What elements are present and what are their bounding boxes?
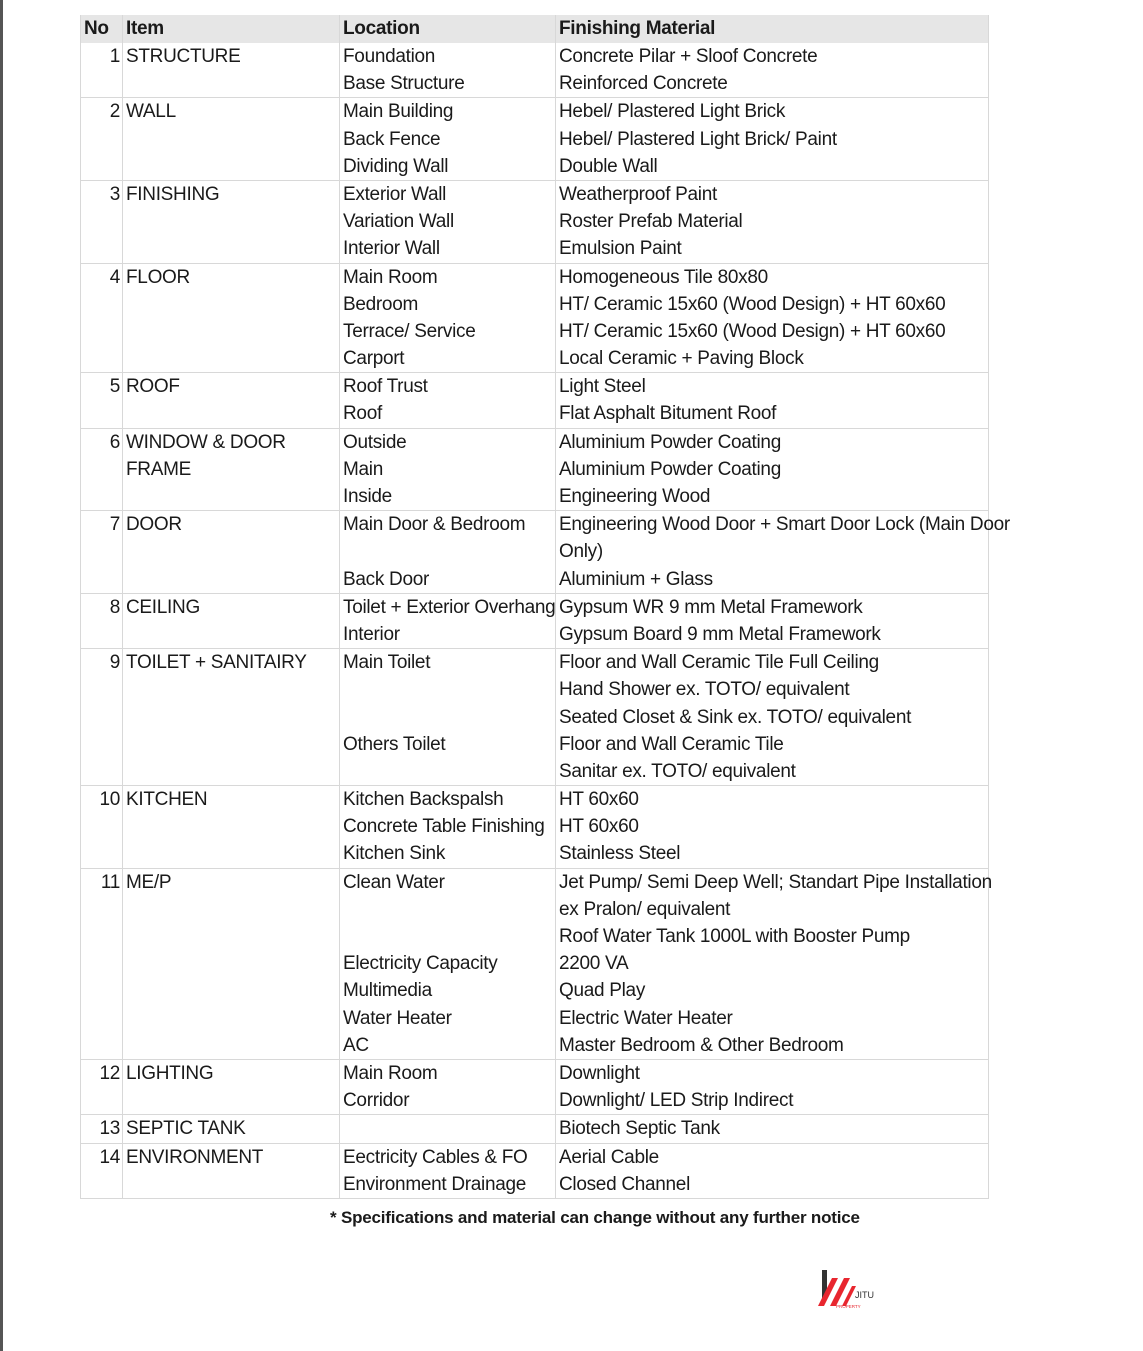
row-number-line — [84, 400, 120, 427]
row-number-line: 11 — [100, 871, 120, 893]
item-cell-line — [126, 400, 336, 427]
item-cell — [123, 593, 340, 648]
item-cell — [123, 428, 340, 511]
row-number-line — [84, 456, 120, 483]
item-cell-line — [126, 345, 336, 372]
item-cell-line — [126, 566, 336, 593]
location-cell-line: Back Door — [343, 568, 430, 590]
material-cell-line: Double Wall — [559, 155, 658, 177]
item-cell-line: WINDOW & DOOR — [126, 431, 286, 453]
material-cell-line: Engineering Wood Door + Smart Door Lock (Main Door — [559, 514, 1010, 536]
row-number-line — [84, 896, 120, 923]
table-row — [81, 786, 989, 869]
item-cell-line — [126, 621, 336, 648]
column-header-no: No — [81, 15, 123, 43]
table-row — [81, 868, 989, 1059]
material-cell-line: Aluminium Powder Coating — [559, 458, 781, 480]
page-left-edge — [0, 0, 3, 1351]
location-cell-line: Electricity Capacity — [343, 953, 498, 975]
location-cell-line — [343, 896, 552, 923]
item-cell-line: FRAME — [126, 458, 192, 480]
company-logo — [818, 1268, 878, 1310]
row-number-line — [84, 153, 120, 180]
item-cell-line — [126, 483, 336, 510]
item-cell-line — [126, 291, 336, 318]
row-number — [81, 1059, 123, 1114]
material-cell-line: 2200 VA — [559, 953, 629, 975]
location-cell — [340, 263, 556, 373]
item-cell-line — [126, 923, 336, 950]
specification-table — [80, 15, 1010, 1199]
location-cell-line: Outside — [343, 431, 407, 453]
material-cell-line: Jet Pump/ Semi Deep Well; Standart Pipe Installation — [559, 871, 992, 893]
material-cell — [556, 868, 992, 1059]
material-cell-line: Local Ceramic + Paving Block — [559, 348, 804, 370]
item-cell-line — [126, 813, 336, 840]
material-cell-line: Concrete Pilar + Sloof Concrete — [559, 46, 818, 67]
row-number — [81, 868, 123, 1059]
material-cell-line: Closed Channel — [559, 1173, 690, 1195]
location-cell-line: Back Fence — [343, 128, 441, 150]
material-cell-line: Stainless Steel — [559, 843, 681, 865]
material-cell-line: Flat Asphalt Bitument Roof — [559, 403, 777, 425]
item-cell-line: ENVIRONMENT — [126, 1146, 264, 1168]
table-row — [81, 1059, 989, 1114]
row-number-line — [84, 1087, 120, 1114]
item-cell — [123, 43, 340, 98]
material-cell-line: Seated Closet & Sink ex. TOTO/ equivalent — [559, 706, 912, 728]
material-cell-line: Roster Prefab Material — [559, 211, 743, 233]
location-cell-line: Concrete Table Finishing — [343, 816, 545, 838]
item-cell-line — [126, 318, 336, 345]
item-cell-line: KITCHEN — [126, 789, 208, 811]
material-cell-line: Gypsum Board 9 mm Metal Framework — [559, 623, 881, 645]
item-cell-line: FINISHING — [126, 183, 220, 205]
location-cell-line: Kitchen Sink — [343, 843, 446, 865]
material-cell-line: Reinforced Concrete — [559, 73, 728, 95]
row-number-line: 2 — [109, 101, 120, 123]
item-cell-line — [126, 977, 336, 1004]
location-cell-line: AC — [343, 1034, 369, 1056]
row-number-line: 3 — [109, 183, 120, 205]
row-number-line — [84, 1171, 120, 1198]
row-number — [81, 511, 123, 594]
location-cell-line: Main Room — [343, 1062, 438, 1084]
item-cell-line — [126, 153, 336, 180]
item-cell — [123, 1115, 340, 1143]
row-number-line — [84, 923, 120, 950]
row-number — [81, 373, 123, 428]
item-cell-line: STRUCTURE — [126, 46, 241, 67]
location-cell-line: Foundation — [343, 46, 436, 67]
material-cell-line: Hebel/ Plastered Light Brick/ Paint — [559, 128, 837, 150]
location-cell-line: Roof Trust — [343, 376, 428, 398]
material-cell-line: Downlight/ LED Strip Indirect — [559, 1090, 794, 1112]
row-number-line: 1 — [109, 46, 120, 67]
material-cell — [556, 43, 989, 98]
item-cell-line — [126, 950, 336, 977]
location-cell-line: Water Heater — [343, 1007, 452, 1029]
location-cell — [340, 428, 556, 511]
item-cell-line — [126, 704, 336, 731]
item-cell-line — [126, 126, 336, 153]
location-cell-line: Kitchen Backspalsh — [343, 789, 504, 811]
item-cell-line — [126, 758, 336, 785]
material-cell-line: HT 60x60 — [559, 816, 639, 838]
material-cell-line: Floor and Wall Ceramic Tile Full Ceiling — [559, 652, 879, 674]
item-cell-line: LIGHTING — [126, 1062, 214, 1084]
row-number — [81, 180, 123, 263]
material-cell — [556, 786, 989, 869]
item-cell-line — [126, 208, 336, 235]
row-number-line — [84, 483, 120, 510]
location-cell-line: Inside — [343, 486, 392, 507]
table-row — [81, 593, 989, 648]
location-cell-line: Terrace/ Service — [343, 320, 476, 342]
table-row — [81, 649, 989, 786]
location-cell-line: Exterior Wall — [343, 183, 447, 205]
location-cell-line: Multimedia — [343, 980, 432, 1002]
location-cell — [340, 786, 556, 869]
row-number-line — [84, 208, 120, 235]
location-cell-line: Toilet + Exterior Overhang — [343, 596, 556, 618]
row-number-line — [84, 1032, 120, 1059]
location-cell-line: Environment Drainage — [343, 1173, 527, 1195]
row-number — [81, 98, 123, 181]
material-cell-line: Weatherproof Paint — [559, 183, 717, 205]
table-header-row — [81, 15, 989, 43]
item-cell — [123, 868, 340, 1059]
material-cell-line: Homogeneous Tile 80x80 — [559, 266, 768, 288]
material-cell-line: Aluminium + Glass — [559, 568, 713, 590]
location-cell-line: Interior Wall — [343, 238, 440, 260]
item-cell-line — [126, 896, 336, 923]
table-row — [81, 373, 989, 428]
item-cell-line — [126, 1171, 336, 1198]
location-cell-line: Others Toilet — [343, 733, 446, 755]
location-cell-line: Main Building — [343, 101, 454, 123]
row-number-line — [84, 1005, 120, 1032]
row-number-line — [84, 566, 120, 593]
location-cell — [340, 1115, 556, 1143]
location-cell-line: Main Toilet — [343, 652, 431, 674]
material-cell-line: Engineering Wood — [559, 486, 711, 507]
row-number-line: 5 — [109, 376, 120, 398]
row-number-line — [84, 950, 120, 977]
column-header-item: Item — [123, 15, 340, 43]
item-cell-line: CEILING — [126, 596, 200, 618]
material-cell-line: Quad Play — [559, 980, 646, 1002]
row-number-line: 13 — [99, 1118, 120, 1140]
material-cell-line: Light Steel — [559, 376, 646, 398]
row-number — [81, 263, 123, 373]
material-cell-line: ex Pralon/ equivalent — [559, 898, 731, 920]
material-cell-line: Aerial Cable — [559, 1146, 659, 1168]
column-header-location: Location — [340, 15, 556, 43]
row-number-line — [84, 318, 120, 345]
material-cell — [556, 98, 989, 181]
material-cell — [556, 511, 1010, 594]
item-cell-line: ROOF — [126, 376, 180, 398]
material-cell — [556, 1143, 989, 1198]
item-cell-line — [126, 538, 336, 565]
row-number-line — [84, 291, 120, 318]
location-cell — [340, 1143, 556, 1198]
row-number — [81, 43, 123, 98]
logo-text: JITU — [855, 1290, 874, 1300]
material-cell-line: Emulsion Paint — [559, 238, 682, 260]
material-cell-line: Floor and Wall Ceramic Tile — [559, 733, 784, 755]
table-body — [81, 43, 1010, 1198]
location-cell — [340, 868, 556, 1059]
table-row — [81, 1115, 989, 1143]
column-header-material: Finishing Material — [556, 15, 989, 43]
item-cell — [123, 1143, 340, 1198]
material-cell-line: Aluminium Powder Coating — [559, 431, 781, 453]
item-cell-line: DOOR — [126, 514, 182, 536]
material-cell-line: Sanitar ex. TOTO/ equivalent — [559, 760, 796, 782]
row-number-line — [84, 977, 120, 1004]
table-row — [81, 428, 989, 511]
row-number-line: 7 — [109, 514, 120, 536]
location-cell-line: Main Room — [343, 266, 438, 288]
row-number-line — [84, 235, 120, 262]
item-cell — [123, 511, 340, 594]
item-cell — [123, 373, 340, 428]
item-cell-line — [126, 70, 336, 97]
location-cell — [340, 511, 556, 594]
location-cell — [340, 373, 556, 428]
material-cell — [556, 593, 989, 648]
row-number-line: 8 — [109, 596, 120, 618]
material-cell-line: Downlight — [559, 1062, 640, 1084]
row-number-line — [84, 126, 120, 153]
location-cell-line: Roof — [343, 403, 382, 425]
row-number — [81, 649, 123, 786]
material-cell-line: Hand Shower ex. TOTO/ equivalent — [559, 679, 850, 701]
location-cell-line: Variation Wall — [343, 211, 454, 233]
table-row — [81, 511, 989, 594]
item-cell-line: SEPTIC TANK — [126, 1118, 246, 1140]
material-cell — [556, 428, 989, 511]
table-row — [81, 1143, 989, 1198]
item-cell-line: WALL — [126, 101, 176, 123]
row-number-line — [84, 813, 120, 840]
row-number-line: 12 — [99, 1062, 120, 1084]
location-cell-line: Main — [343, 458, 383, 480]
location-cell — [340, 1059, 556, 1114]
material-cell-line: Only) — [559, 541, 603, 563]
location-cell-line — [343, 538, 552, 565]
row-number-line — [84, 731, 120, 758]
logo-subtext: PROPERTY — [836, 1304, 861, 1309]
row-number-line: 6 — [109, 431, 120, 453]
location-cell — [340, 593, 556, 648]
table-row — [81, 98, 989, 181]
location-cell-line — [343, 758, 552, 785]
location-cell — [340, 649, 556, 786]
row-number-line: 4 — [109, 266, 120, 288]
logo-mark — [818, 1270, 856, 1306]
location-cell-line — [343, 676, 552, 703]
location-cell-line: Carport — [343, 348, 405, 370]
row-number — [81, 786, 123, 869]
item-cell-line — [126, 235, 336, 262]
row-number — [81, 1143, 123, 1198]
material-cell-line: Hebel/ Plastered Light Brick — [559, 101, 786, 123]
material-cell-line: Roof Water Tank 1000L with Booster Pump — [559, 926, 910, 947]
location-cell-line: Clean Water — [343, 871, 445, 893]
item-cell — [123, 786, 340, 869]
material-cell-line: Master Bedroom & Other Bedroom — [559, 1034, 844, 1056]
material-cell-line: HT/ Ceramic 15x60 (Wood Design) + HT 60x60 — [559, 320, 946, 342]
location-cell-line — [343, 704, 552, 731]
item-cell-line — [126, 731, 336, 758]
location-cell-line: Bedroom — [343, 293, 418, 315]
material-cell-line: HT/ Ceramic 15x60 (Wood Design) + HT 60x60 — [559, 293, 946, 315]
material-cell — [556, 373, 989, 428]
item-cell-line — [126, 840, 336, 867]
row-number-line: 9 — [109, 652, 120, 674]
row-number — [81, 1115, 123, 1143]
row-number-line — [84, 345, 120, 372]
row-number-line — [84, 840, 120, 867]
table-row — [81, 43, 989, 98]
item-cell-line: FLOOR — [126, 266, 190, 288]
location-cell-line — [343, 923, 552, 950]
row-number-line: 10 — [99, 789, 120, 811]
location-cell-line — [343, 1115, 552, 1142]
item-cell — [123, 263, 340, 373]
location-cell-line: Corridor — [343, 1090, 410, 1112]
row-number — [81, 428, 123, 511]
location-cell — [340, 180, 556, 263]
table-row — [81, 180, 989, 263]
item-cell — [123, 180, 340, 263]
material-cell — [556, 263, 989, 373]
material-cell-line: Electric Water Heater — [559, 1007, 733, 1029]
item-cell — [123, 649, 340, 786]
row-number-line — [84, 621, 120, 648]
material-cell — [556, 1115, 989, 1143]
item-cell-line: TOILET + SANITAIRY — [126, 652, 307, 674]
location-cell-line: Main Door & Bedroom — [343, 514, 526, 536]
location-cell-line: Base Structure — [343, 73, 465, 95]
table-row — [81, 263, 989, 373]
material-cell — [556, 649, 989, 786]
location-cell-line: Eectricity Cables & FO — [343, 1146, 528, 1168]
item-cell-line — [126, 1005, 336, 1032]
material-cell-line: HT 60x60 — [559, 789, 639, 811]
row-number-line — [84, 704, 120, 731]
footnote: * Specifications and material can change without any further notice — [330, 1208, 860, 1227]
material-cell — [556, 1059, 989, 1114]
item-cell-line: ME/P — [126, 871, 172, 893]
row-number-line: 14 — [99, 1146, 120, 1168]
row-number — [81, 593, 123, 648]
item-cell — [123, 1059, 340, 1114]
item-cell-line — [126, 676, 336, 703]
material-cell-line: Gypsum WR 9 mm Metal Framework — [559, 596, 863, 618]
location-cell — [340, 98, 556, 181]
material-cell — [556, 180, 989, 263]
location-cell-line: Interior — [343, 623, 400, 645]
row-number-line — [84, 676, 120, 703]
location-cell-line: Dividing Wall — [343, 155, 449, 177]
item-cell-line — [126, 1087, 336, 1114]
item-cell — [123, 98, 340, 181]
row-number-line — [84, 70, 120, 97]
location-cell — [340, 43, 556, 98]
row-number-line — [84, 538, 120, 565]
material-cell-line: Biotech Septic Tank — [559, 1118, 720, 1140]
item-cell-line — [126, 1032, 336, 1059]
row-number-line — [84, 758, 120, 785]
